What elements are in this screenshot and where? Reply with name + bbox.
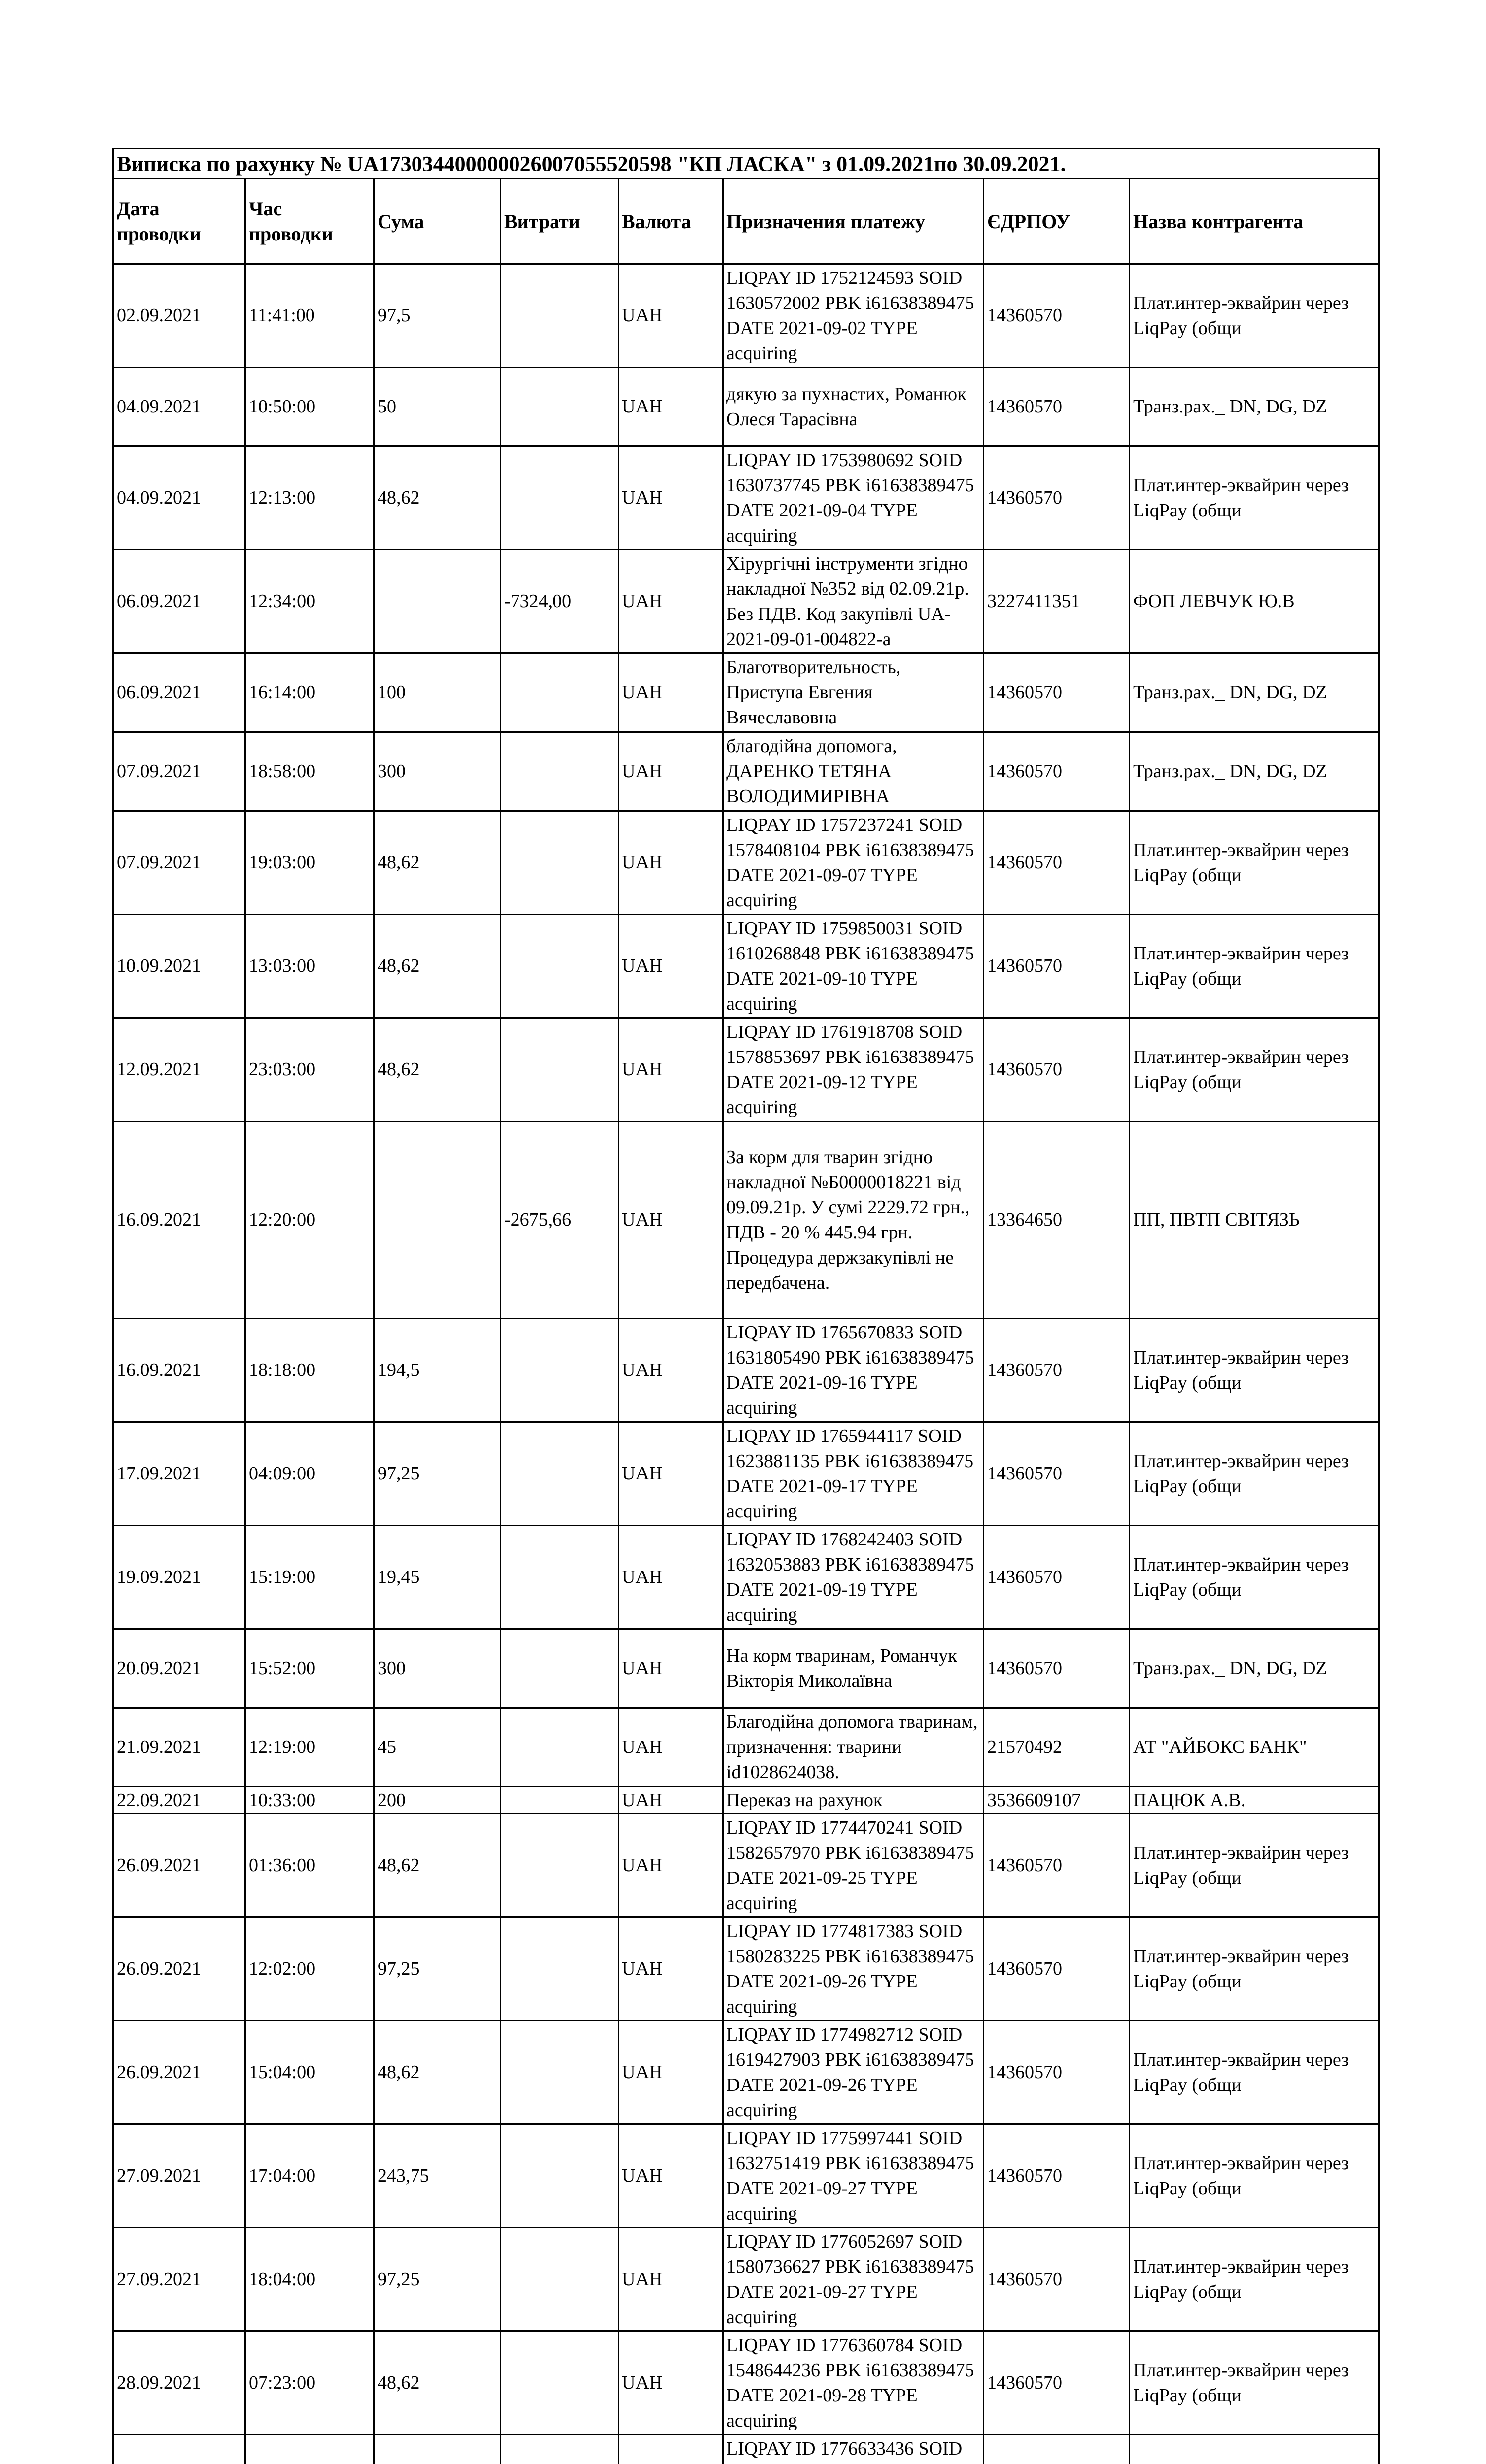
cell-date: 19.09.2021 [113, 1526, 245, 1629]
cell-sum: 243,75 [374, 2124, 501, 2228]
cell-purpose: Хірургічні інструменти згідно накладної №352 від 02.09.21р. Без ПДВ. Код закупівлі UA-2021-09-01-004822-a [723, 550, 984, 653]
header-edrpou: ЄДРПОУ [984, 179, 1130, 264]
cell-date: 07.09.2021 [113, 811, 245, 915]
table-row [113, 2124, 1379, 2228]
table-row [113, 2435, 1379, 2464]
cell-time: 19:03:00 [245, 811, 374, 915]
cell-time: 12:02:00 [245, 1917, 374, 2021]
cell-purpose: LIQPAY ID 1765944117 SOID 1623881135 PBK i61638389475 DATE 2021-09-17 TYPE acquiring [723, 1422, 984, 1526]
cell-purpose: LIQPAY ID 1775997441 SOID 1632751419 PBK i61638389475 DATE 2021-09-27 TYPE acquiring [723, 2124, 984, 2228]
table-row [113, 1018, 1379, 1122]
cell-counterparty: Транз.рах._ DN, DG, DZ [1130, 732, 1379, 811]
cell-currency: UAH [619, 1708, 723, 1787]
cell-expense [501, 915, 619, 1018]
statement-table [112, 148, 1380, 2464]
cell-time: 23:03:00 [245, 1018, 374, 1122]
table-row [113, 550, 1379, 653]
cell-purpose: Благотворительность, Приступа Евгения Вячеславовна [723, 653, 984, 732]
cell-time: 12:34:00 [245, 550, 374, 653]
cell-sum: 48,62 [374, 2021, 501, 2124]
cell-time: 17:04:00 [245, 2124, 374, 2228]
cell-time: 18:04:00 [245, 2228, 374, 2331]
cell-purpose: LIQPAY ID 1765670833 SOID 1631805490 PBK i61638389475 DATE 2021-09-16 TYPE acquiring [723, 1319, 984, 1422]
cell-purpose: LIQPAY ID 1776360784 SOID 1548644236 PBK i61638389475 DATE 2021-09-28 TYPE acquiring [723, 2331, 984, 2435]
cell-currency: UAH [619, 1122, 723, 1319]
cell-expense [501, 2435, 619, 2464]
cell-expense [501, 653, 619, 732]
cell-expense [501, 1526, 619, 1629]
cell-currency: UAH [619, 1018, 723, 1122]
cell-date: 28.09.2021 [113, 2331, 245, 2435]
table-row [113, 1708, 1379, 1787]
cell-expense [501, 1319, 619, 1422]
cell-currency: UAH [619, 1629, 723, 1708]
cell-purpose: За корм для тварин згідно накладної №Б0000018221 від 09.09.21р. У сумі 2229.72 грн., ПДВ - 20 % 445.94 грн. Процедура держзакупівлі не передбачена. [723, 1122, 984, 1319]
cell-date: 27.09.2021 [113, 2228, 245, 2331]
cell-time: 18:18:00 [245, 1319, 374, 1422]
table-row [113, 1814, 1379, 1917]
table-row [113, 1122, 1379, 1319]
cell-counterparty: ПП, ПВТП СВІТЯЗЬ [1130, 1122, 1379, 1319]
table-row [113, 1422, 1379, 1526]
cell-edrpou: 14360570 [984, 446, 1130, 550]
table-row [113, 732, 1379, 811]
cell-sum: 194,5 [374, 1319, 501, 1422]
cell-purpose: Переказ на рахунок [723, 1787, 984, 1814]
cell-counterparty: Плат.интер-эквайрин через LiqPay (общи [1130, 2124, 1379, 2228]
cell-sum [374, 550, 501, 653]
cell-time: 12:20:00 [245, 1122, 374, 1319]
cell-counterparty: Транз.рах._ DN, DG, DZ [1130, 1629, 1379, 1708]
cell-purpose: LIQPAY ID 1761918708 SOID 1578853697 PBK i61638389475 DATE 2021-09-12 TYPE acquiring [723, 1018, 984, 1122]
cell-expense [501, 446, 619, 550]
cell-expense [501, 1787, 619, 1814]
cell-currency: UAH [619, 368, 723, 446]
cell-counterparty [1130, 2435, 1379, 2464]
cell-edrpou: 13364650 [984, 1122, 1130, 1319]
cell-currency: UAH [619, 2331, 723, 2435]
cell-counterparty: Плат.интер-эквайрин через LiqPay (общи [1130, 1319, 1379, 1422]
cell-time: 10:33:00 [245, 1787, 374, 1814]
cell-sum: 19,45 [374, 1526, 501, 1629]
cell-expense [501, 1917, 619, 2021]
table-row [113, 1917, 1379, 2021]
cell-edrpou: 14360570 [984, 1319, 1130, 1422]
cell-purpose: дякую за пухнастих, Романюк Олеся Тарасівна [723, 368, 984, 446]
cell-date: 21.09.2021 [113, 1708, 245, 1787]
cell-date: 12.09.2021 [113, 1018, 245, 1122]
table-row [113, 1526, 1379, 1629]
cell-time: 12:19:00 [245, 1708, 374, 1787]
cell-time [245, 2435, 374, 2464]
cell-currency: UAH [619, 2124, 723, 2228]
cell-counterparty: Плат.интер-эквайрин через LiqPay (общи [1130, 446, 1379, 550]
cell-time: 13:03:00 [245, 915, 374, 1018]
cell-counterparty: Плат.интер-эквайрин через LiqPay (общи [1130, 915, 1379, 1018]
cell-counterparty: ПАЦЮК А.В. [1130, 1787, 1379, 1814]
cell-counterparty: Плат.интер-эквайрин через LiqPay (общи [1130, 1422, 1379, 1526]
cell-edrpou: 14360570 [984, 1018, 1130, 1122]
cell-expense [501, 2021, 619, 2124]
cell-purpose: благодійна допомога, ДАРЕНКО ТЕТЯНА ВОЛОДИМИРІВНА [723, 732, 984, 811]
cell-time: 15:04:00 [245, 2021, 374, 2124]
cell-time: 16:14:00 [245, 653, 374, 732]
cell-purpose: LIQPAY ID 1774982712 SOID 1619427903 PBK i61638389475 DATE 2021-09-26 TYPE acquiring [723, 2021, 984, 2124]
cell-expense [501, 2331, 619, 2435]
cell-sum: 97,25 [374, 1917, 501, 2021]
cell-edrpou: 14360570 [984, 1629, 1130, 1708]
cell-counterparty: Плат.интер-эквайрин через LiqPay (общи [1130, 2228, 1379, 2331]
cell-purpose: LIQPAY ID 1768242403 SOID 1632053883 PBK i61638389475 DATE 2021-09-19 TYPE acquiring [723, 1526, 984, 1629]
cell-edrpou: 14360570 [984, 1422, 1130, 1526]
cell-sum: 300 [374, 732, 501, 811]
cell-date: 26.09.2021 [113, 1917, 245, 2021]
cell-currency: UAH [619, 264, 723, 368]
cell-date: 20.09.2021 [113, 1629, 245, 1708]
cell-expense [501, 1422, 619, 1526]
cell-date: 22.09.2021 [113, 1787, 245, 1814]
cell-currency: UAH [619, 446, 723, 550]
cell-purpose: LIQPAY ID 1776052697 SOID 1580736627 PBK i61638389475 DATE 2021-09-27 TYPE acquiring [723, 2228, 984, 2331]
cell-edrpou [984, 2435, 1130, 2464]
cell-purpose: LIQPAY ID 1752124593 SOID 1630572002 PBK i61638389475 DATE 2021-09-02 TYPE acquiring [723, 264, 984, 368]
cell-counterparty: Транз.рах._ DN, DG, DZ [1130, 368, 1379, 446]
cell-edrpou: 14360570 [984, 732, 1130, 811]
cell-date: 26.09.2021 [113, 1814, 245, 1917]
cell-time: 18:58:00 [245, 732, 374, 811]
cell-expense [501, 2124, 619, 2228]
cell-purpose: LIQPAY ID 1759850031 SOID 1610268848 PBK i61638389475 DATE 2021-09-10 TYPE acquiring [723, 915, 984, 1018]
table-row [113, 2021, 1379, 2124]
cell-date: 10.09.2021 [113, 915, 245, 1018]
cell-time: 01:36:00 [245, 1814, 374, 1917]
column-header-row [113, 179, 1379, 264]
cell-date: 27.09.2021 [113, 2124, 245, 2228]
cell-expense [501, 1629, 619, 1708]
cell-expense [501, 732, 619, 811]
table-row [113, 264, 1379, 368]
header-date: Дата проводки [113, 179, 245, 264]
cell-purpose: Благодійна допомога тваринам, призначення: тварини id1028624038. [723, 1708, 984, 1787]
cell-date: 16.09.2021 [113, 1319, 245, 1422]
cell-currency [619, 2435, 723, 2464]
cell-expense [501, 2228, 619, 2331]
cell-purpose: LIQPAY ID 1774470241 SOID 1582657970 PBK i61638389475 DATE 2021-09-25 TYPE acquiring [723, 1814, 984, 1917]
cell-expense [501, 811, 619, 915]
cell-expense [501, 368, 619, 446]
cell-edrpou: 14360570 [984, 1526, 1130, 1629]
cell-date: 26.09.2021 [113, 2021, 245, 2124]
cell-counterparty: АТ "АЙБОКС БАНК" [1130, 1708, 1379, 1787]
cell-date [113, 2435, 245, 2464]
cell-edrpou: 14360570 [984, 2124, 1130, 2228]
cell-sum: 48,62 [374, 811, 501, 915]
cell-time: 11:41:00 [245, 264, 374, 368]
header-currency: Валюта [619, 179, 723, 264]
cell-date: 06.09.2021 [113, 550, 245, 653]
table-row [113, 446, 1379, 550]
cell-currency: UAH [619, 653, 723, 732]
cell-expense [501, 1018, 619, 1122]
table-row [113, 2331, 1379, 2435]
cell-expense [501, 1814, 619, 1917]
cell-time: 10:50:00 [245, 368, 374, 446]
cell-edrpou: 14360570 [984, 811, 1130, 915]
cell-currency: UAH [619, 1814, 723, 1917]
table-row [113, 653, 1379, 732]
cell-edrpou: 14360570 [984, 2331, 1130, 2435]
cell-sum: 48,62 [374, 1814, 501, 1917]
cell-purpose: LIQPAY ID 1757237241 SOID 1578408104 PBK i61638389475 DATE 2021-09-07 TYPE acquiring [723, 811, 984, 915]
cell-currency: UAH [619, 1526, 723, 1629]
cell-sum: 48,62 [374, 2331, 501, 2435]
table-row [113, 1787, 1379, 1814]
cell-counterparty: Плат.интер-эквайрин через LiqPay (общи [1130, 2331, 1379, 2435]
cell-currency: UAH [619, 1422, 723, 1526]
cell-sum: 97,5 [374, 264, 501, 368]
cell-currency: UAH [619, 2021, 723, 2124]
transactions-body [113, 264, 1379, 2464]
cell-currency: UAH [619, 811, 723, 915]
cell-currency: UAH [619, 915, 723, 1018]
cell-currency: UAH [619, 550, 723, 653]
cell-sum: 200 [374, 1787, 501, 1814]
table-row [113, 2228, 1379, 2331]
cell-time: 15:19:00 [245, 1526, 374, 1629]
cell-edrpou: 14360570 [984, 2228, 1130, 2331]
cell-date: 06.09.2021 [113, 653, 245, 732]
cell-time: 04:09:00 [245, 1422, 374, 1526]
cell-date: 07.09.2021 [113, 732, 245, 811]
cell-counterparty: Плат.интер-эквайрин через LiqPay (общи [1130, 1526, 1379, 1629]
cell-sum: 45 [374, 1708, 501, 1787]
cell-counterparty: Транз.рах._ DN, DG, DZ [1130, 653, 1379, 732]
cell-edrpou: 14360570 [984, 1917, 1130, 2021]
cell-counterparty: Плат.интер-эквайрин через LiqPay (общи [1130, 1018, 1379, 1122]
cell-edrpou: 14360570 [984, 915, 1130, 1018]
cell-currency: UAH [619, 732, 723, 811]
cell-counterparty: Плат.интер-эквайрин через LiqPay (общи [1130, 811, 1379, 915]
cell-date: 17.09.2021 [113, 1422, 245, 1526]
cell-sum: 48,62 [374, 1018, 501, 1122]
cell-sum: 97,25 [374, 2228, 501, 2331]
cell-counterparty: Плат.интер-эквайрин через LiqPay (общи [1130, 1917, 1379, 2021]
cell-sum: 48,62 [374, 446, 501, 550]
table-row [113, 915, 1379, 1018]
cell-time: 07:23:00 [245, 2331, 374, 2435]
cell-edrpou: 14360570 [984, 264, 1130, 368]
cell-purpose: На корм тваринам, Романчук Вікторія Миколаївна [723, 1629, 984, 1708]
cell-expense: -2675,66 [501, 1122, 619, 1319]
header-time: Час проводки [245, 179, 374, 264]
cell-counterparty: ФОП ЛЕВЧУК Ю.В [1130, 550, 1379, 653]
cell-sum [374, 1122, 501, 1319]
cell-sum [374, 2435, 501, 2464]
header-expense: Витрати [501, 179, 619, 264]
cell-edrpou: 3536609107 [984, 1787, 1130, 1814]
table-row [113, 811, 1379, 915]
statement-title: Виписка по рахунку № UA173034400000026007055520598 "КП ЛАСКА" з 01.09.2021по 30.09.2021. [113, 149, 1379, 179]
cell-sum: 97,25 [374, 1422, 501, 1526]
cell-currency: UAH [619, 2228, 723, 2331]
cell-sum: 300 [374, 1629, 501, 1708]
table-row [113, 368, 1379, 446]
cell-edrpou: 14360570 [984, 653, 1130, 732]
cell-edrpou: 3227411351 [984, 550, 1130, 653]
table-row [113, 1629, 1379, 1708]
cell-time: 12:13:00 [245, 446, 374, 550]
cell-expense: -7324,00 [501, 550, 619, 653]
cell-purpose: LIQPAY ID 1774817383 SOID 1580283225 PBK i61638389475 DATE 2021-09-26 TYPE acquiring [723, 1917, 984, 2021]
cell-currency: UAH [619, 1319, 723, 1422]
cell-counterparty: Плат.интер-эквайрин через LiqPay (общи [1130, 264, 1379, 368]
table-row [113, 1319, 1379, 1422]
cell-sum: 48,62 [374, 915, 501, 1018]
cell-currency: UAH [619, 1917, 723, 2021]
cell-edrpou: 14360570 [984, 2021, 1130, 2124]
cell-counterparty: Плат.интер-эквайрин через LiqPay (общи [1130, 1814, 1379, 1917]
cell-counterparty: Плат.интер-эквайрин через LiqPay (общи [1130, 2021, 1379, 2124]
cell-date: 04.09.2021 [113, 368, 245, 446]
cell-date: 04.09.2021 [113, 446, 245, 550]
cell-expense [501, 1708, 619, 1787]
cell-sum: 50 [374, 368, 501, 446]
cell-currency: UAH [619, 1787, 723, 1814]
cell-date: 02.09.2021 [113, 264, 245, 368]
header-purpose: Призначения платежу [723, 179, 984, 264]
cell-edrpou: 21570492 [984, 1708, 1130, 1787]
cell-purpose: LIQPAY ID 1753980692 SOID 1630737745 PBK i61638389475 DATE 2021-09-04 TYPE acquiring [723, 446, 984, 550]
cell-edrpou: 14360570 [984, 368, 1130, 446]
header-counterparty: Назва контрагента [1130, 179, 1379, 264]
cell-sum: 100 [374, 653, 501, 732]
cell-time: 15:52:00 [245, 1629, 374, 1708]
cell-expense [501, 264, 619, 368]
header-sum: Сума [374, 179, 501, 264]
cell-date: 16.09.2021 [113, 1122, 245, 1319]
cell-edrpou: 14360570 [984, 1814, 1130, 1917]
cell-purpose: LIQPAY ID 1776633436 SOID [723, 2435, 984, 2464]
